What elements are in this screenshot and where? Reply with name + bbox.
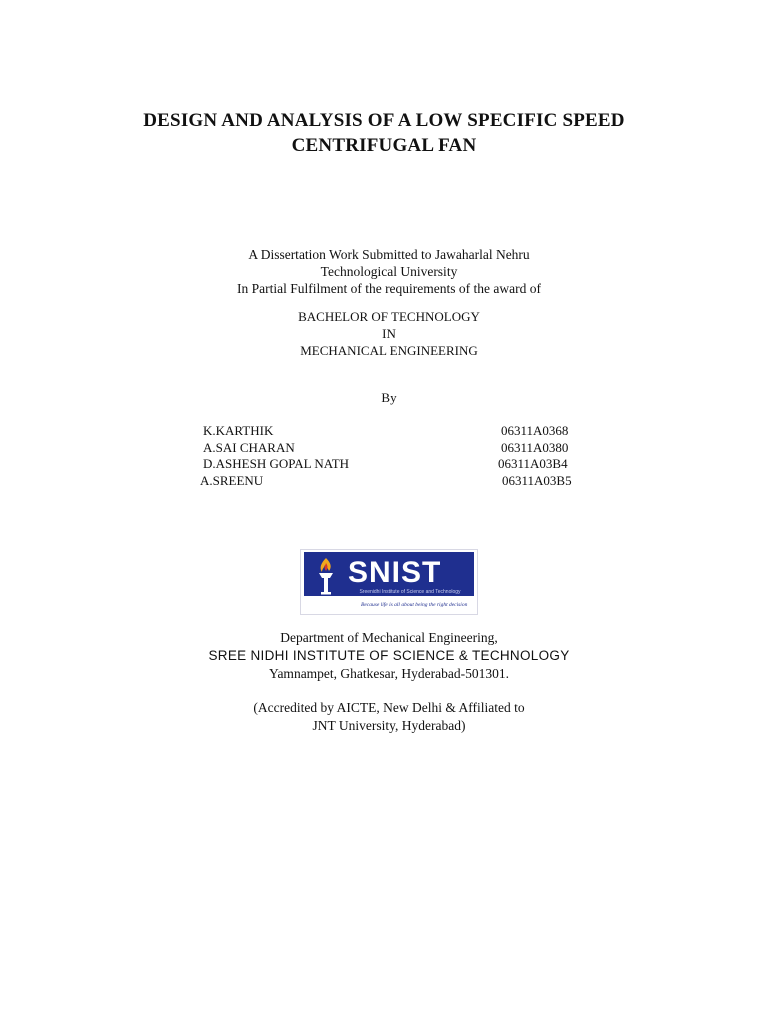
author-name: A.SAI CHARAN xyxy=(203,439,295,455)
degree-line-1: BACHELOR OF TECHNOLOGY xyxy=(298,309,480,324)
author-row xyxy=(0,440,768,457)
snist-logo xyxy=(300,549,478,615)
author-roll-number: 06311A0368 xyxy=(501,423,569,438)
torch-icon xyxy=(310,555,342,597)
author-name: K.KARTHIK xyxy=(203,423,274,438)
submission-statement xyxy=(0,246,768,297)
author-roll-number: 06311A03B4 xyxy=(498,456,568,471)
author-row xyxy=(0,423,768,440)
degree-line-3: MECHANICAL ENGINEERING xyxy=(300,343,478,358)
thesis-title xyxy=(0,108,768,158)
institute-address xyxy=(0,629,768,683)
author-roll-number: 06311A0380 xyxy=(501,439,569,455)
degree-line-2: IN xyxy=(382,326,396,341)
title-line-2: CENTRIFUGAL FAN xyxy=(291,135,477,156)
author-row xyxy=(0,456,768,473)
author-roll-number: 06311A03B5 xyxy=(502,472,572,488)
accreditation-note xyxy=(0,699,768,735)
title-line-1: DESIGN AND ANALYSIS OF A LOW SPECIFIC SPEED xyxy=(143,110,625,131)
department-name: Department of Mechanical Engineering, xyxy=(280,630,498,645)
author-name: A.SREENU xyxy=(200,472,264,488)
logo-wordmark: SNIST xyxy=(348,556,442,589)
author-row xyxy=(0,473,768,490)
accreditation-line-1: (Accredited by AICTE, New Delhi & Affiliated to xyxy=(253,700,525,715)
logo-subtitle: Sreenidhi Institute of Science and Technology xyxy=(359,589,461,595)
accreditation-line-2: JNT University, Hyderabad) xyxy=(312,718,466,733)
by-label: By xyxy=(381,390,397,405)
submission-line-3: In Partial Fulfilment of the requirements of the award of xyxy=(236,281,542,296)
submission-line-1: A Dissertation Work Submitted to Jawaharlal Nehru xyxy=(248,247,530,262)
logo-banner xyxy=(304,552,474,596)
author-list xyxy=(0,423,768,489)
institute-location: Yamnampet, Ghatkesar, Hyderabad-501301. xyxy=(269,666,509,681)
submission-line-2: Technological University xyxy=(320,264,458,279)
degree-statement xyxy=(0,308,768,359)
institute-name: SREE NIDHI INSTITUTE OF SCIENCE & TECHNOLOGY xyxy=(208,648,570,663)
author-name: D.ASHESH GOPAL NATH xyxy=(203,456,350,471)
logo-tagline: Because life is all about being the right decision xyxy=(361,602,468,608)
